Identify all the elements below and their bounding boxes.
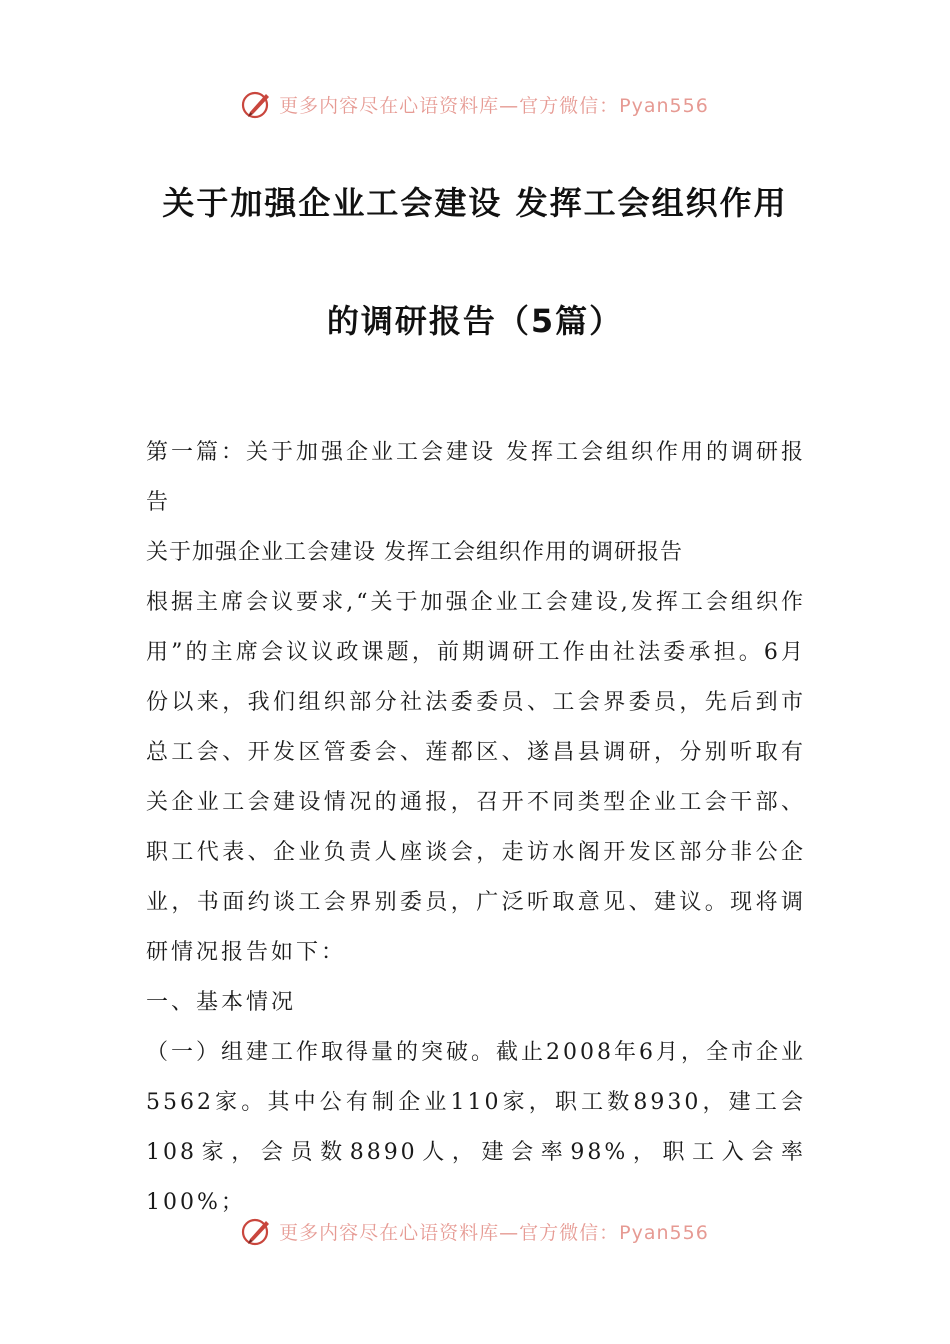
page-title-line-2: 的调研报告（5篇） [326, 302, 624, 340]
watermark-footer [0, 1211, 950, 1251]
watermark-text: 更多内容尽在心语资料库—官方微信：Pyan556 [279, 94, 709, 117]
paragraph-intro: 根据主席会议要求,“关于加强企业工会建设,发挥工会组织作用”的主席会议议政课题，前期调研工作由社法委承担。6月份以来，我们组织部分社法委委员、工会界委员，先后到市总工会、开发区管委会、莲都区、遂昌县调研，分别听取有关企业工会建设情况的通报，召开不同类型企业工会干部、职工代表、企业负责人座谈会，走访水阁开发区部分非公企业，书面约谈工会界别委员，广泛听取意见、建议。现将调研情况报告如下： [146, 590, 806, 965]
section-heading: 一、基本情况 [146, 990, 297, 1015]
watermark-header [0, 84, 950, 124]
document-body [146, 428, 806, 1228]
watermark-text: 更多内容尽在心语资料库—官方微信：Pyan556 [279, 1221, 709, 1244]
page-title-line-1: 关于加强企业工会建设 发挥工会组织作用 [162, 184, 788, 222]
pen-logo-icon [241, 88, 273, 120]
paragraph-section-1: （一）组建工作取得量的突破。截止2008年6月，全市企业5562家。其中公有制企业110家，职工数8930，建工会108家，会员数8890人，建会率98%，职工入会率100%； [146, 1040, 806, 1215]
paragraph-subtitle: 关于加强企业工会建设 发挥工会组织作用的调研报告 [146, 540, 683, 565]
paragraph-heading: 第一篇：关于加强企业工会建设 发挥工会组织作用的调研报告 [146, 440, 806, 515]
pen-logo-icon [241, 1215, 273, 1247]
